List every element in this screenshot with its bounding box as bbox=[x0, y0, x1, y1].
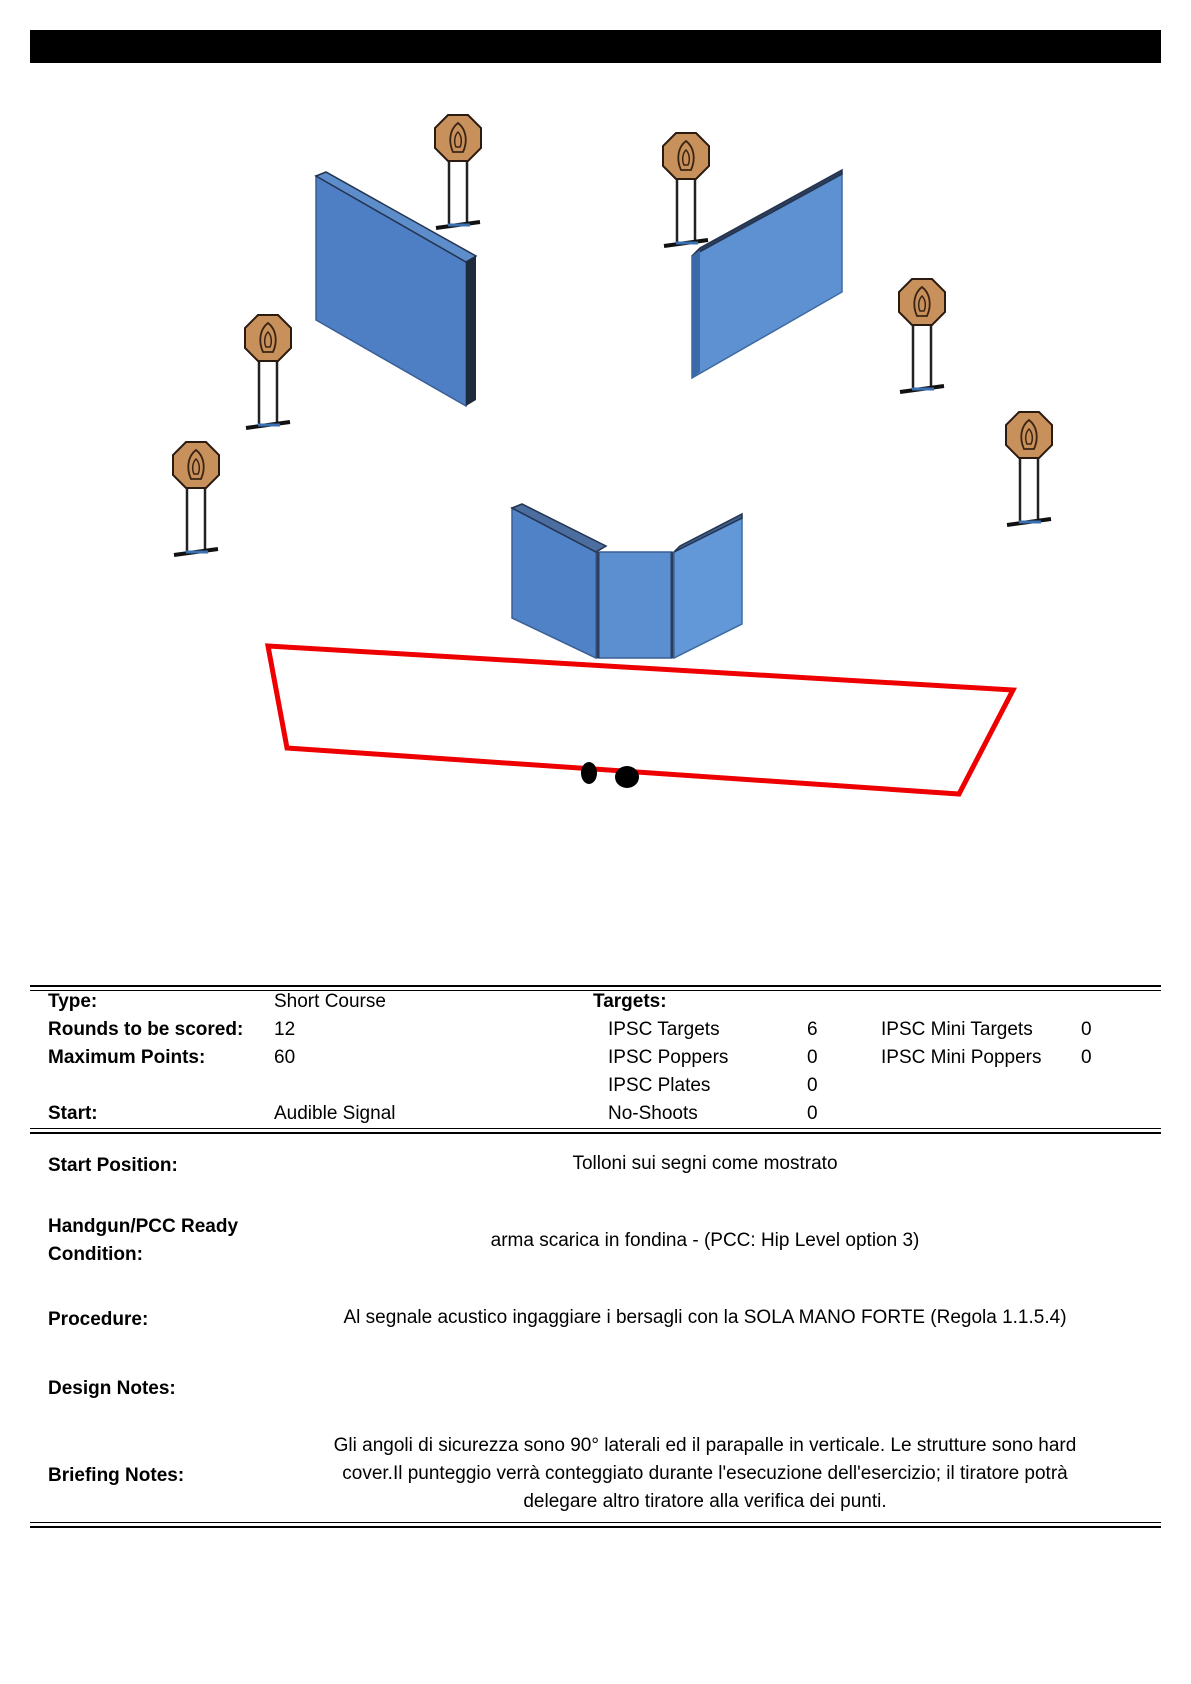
rounds-label: Rounds to be scored: bbox=[48, 1019, 244, 1040]
ipsc-target bbox=[245, 315, 291, 428]
divider-bottom-2 bbox=[30, 1526, 1161, 1528]
heel-mark-left bbox=[581, 762, 597, 784]
ipsc-target bbox=[1006, 412, 1052, 525]
max-points-label: Maximum Points: bbox=[48, 1047, 206, 1068]
start-position-value: Tolloni sui segni come mostrato bbox=[572, 1153, 838, 1174]
divider-top bbox=[30, 985, 1161, 987]
ipsc-target bbox=[663, 133, 709, 246]
type-label: Type: bbox=[48, 991, 98, 1012]
divider-bottom bbox=[30, 1522, 1161, 1523]
ipsc-target bbox=[173, 442, 219, 555]
target-name: IPSC Plates bbox=[608, 1075, 711, 1096]
ipsc-target bbox=[435, 115, 481, 228]
target-name: IPSC Targets bbox=[608, 1019, 720, 1040]
design-notes-label: Design Notes: bbox=[48, 1378, 176, 1399]
ready-label-line1: Handgun/PCC Ready bbox=[48, 1216, 239, 1237]
target-count: 0 bbox=[807, 1103, 818, 1124]
ready-value: arma scarica in fondina - (PCC: Hip Level option 3) bbox=[490, 1230, 920, 1251]
ready-label-line2: Condition: bbox=[48, 1244, 143, 1265]
briefing-line: delegare altro tiratore alla verifica dei punti. bbox=[523, 1491, 887, 1512]
targets-label: Targets: bbox=[593, 991, 667, 1012]
briefing-line: Gli angoli di sicurezza sono 90° laterali ed il parapalle in verticale. Le strutture sono hard bbox=[333, 1435, 1077, 1456]
start-label: Start: bbox=[48, 1103, 98, 1124]
heel-mark-right bbox=[615, 766, 639, 788]
type-value: Short Course bbox=[274, 991, 386, 1012]
briefing-notes-label: Briefing Notes: bbox=[48, 1465, 185, 1486]
ipsc-target bbox=[899, 279, 945, 392]
procedure-label: Procedure: bbox=[48, 1309, 149, 1330]
target-count: 0 bbox=[807, 1075, 818, 1096]
rounds-value: 12 bbox=[274, 1019, 296, 1040]
right-wall bbox=[692, 170, 842, 378]
target-count: 6 bbox=[807, 1019, 818, 1040]
max-points-value: 60 bbox=[274, 1047, 296, 1068]
mini-target-name: IPSC Mini Poppers bbox=[881, 1047, 1042, 1068]
target-name: No-Shoots bbox=[608, 1103, 698, 1124]
mini-target-count: 0 bbox=[1081, 1047, 1092, 1068]
divider-middle bbox=[30, 1128, 1161, 1129]
target-count: 0 bbox=[807, 1047, 818, 1068]
divider-middle-2 bbox=[30, 1132, 1161, 1134]
briefing-line: cover.Il punteggio verrà conteggiato durante l'esecuzione dell'esercizio; il tiratore potrà bbox=[342, 1463, 1068, 1484]
start-value: Audible Signal bbox=[274, 1103, 396, 1124]
target-name: IPSC Poppers bbox=[608, 1047, 729, 1068]
shooting-area bbox=[268, 646, 1013, 794]
left-wall bbox=[316, 172, 476, 406]
center-barricade bbox=[512, 504, 742, 658]
mini-target-name: IPSC Mini Targets bbox=[881, 1019, 1033, 1040]
procedure-value: Al segnale acustico ingaggiare i bersagli con la SOLA MANO FORTE (Regola 1.1.5.4) bbox=[343, 1307, 1067, 1328]
mini-target-count: 0 bbox=[1081, 1019, 1092, 1040]
start-position-label: Start Position: bbox=[48, 1155, 178, 1176]
